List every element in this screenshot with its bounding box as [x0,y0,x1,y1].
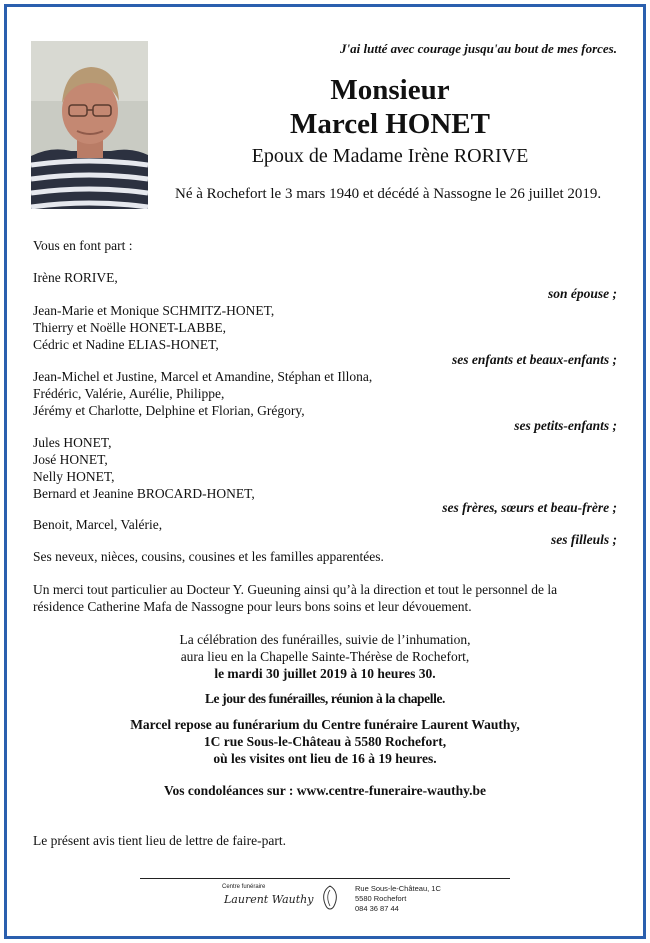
thanks-text: Un merci tout particulier au Docteur Y. Gueuning ainsi qu’à la direction et tout le personnel de la [33,582,558,597]
title-honorific: Monsieur [330,74,450,106]
relationship-role: son épouse ; [547,286,617,301]
birth-death-line: Né à Rochefort le 3 mars 1940 et décédé à Nassogne le 26 juillet 2019. [175,186,602,202]
relationship-role: ses enfants et beaux-enfants ; [452,352,617,367]
condolences-link[interactable]: Vos condoléances sur : www.centre-funeraire-wauthy.be [164,783,486,798]
spouse-line: Epoux de Madame Irène RORIVE [251,145,529,167]
family-name-line: José HONET, [33,452,108,467]
relationship-role: ses filleuls ; [551,532,617,547]
extended-family-line: Ses neveux, nièces, cousins, cousines et les familles apparentées. [33,549,384,564]
funeral-home-text: Marcel repose au funérarium du Centre funéraire Laurent Wauthy, [130,717,520,732]
logo-emblem-icon [318,884,342,912]
portrait-photo [31,41,148,209]
ceremony-text: La célébration des funérailles, suivie de l’inhumation, [179,632,471,647]
footer-divider [140,878,510,879]
funeral-home-logo [222,884,352,916]
phone-number: 084 36 87 44 [355,904,399,913]
family-name-line: Benoit, Marcel, Valérie, [33,517,163,532]
ceremony-date: le mardi 30 juillet 2019 à 10 heures 30. [214,666,436,681]
family-name-line: Thierry et Noëlle HONET-LABBE, [33,320,226,335]
family-name-line: Frédéric, Valérie, Aurélie, Philippe, [33,386,225,401]
family-name-line: Bernard et Jeanine BROCARD-HONET, [33,486,255,501]
ceremony-text: aura lieu en la Chapelle Sainte-Thérèse de Rochefort, [180,649,470,664]
funeral-home-address: 1C rue Sous-le-Château à 5580 Rochefort, [203,734,447,749]
footer-address [355,884,441,914]
address-line: 5580 Rochefort [355,894,407,903]
family-name-line: Jean-Marie et Monique SCHMITZ-HONET, [33,303,275,318]
address-line: Rue Sous-le-Château, 1C [355,884,441,893]
announcement-intro: Vous en font part : [33,238,133,253]
family-name-line: Irène RORIVE, [33,270,118,285]
logo-name: Laurent Wauthy [224,893,314,906]
family-name-line: Jean-Michel et Justine, Marcel et Amandine, Stéphan et Illona, [33,369,373,384]
closing-note: Le présent avis tient lieu de lettre de faire-part. [33,833,287,848]
relationship-role: ses frères, sœurs et beau-frère ; [442,500,617,515]
relationship-role: ses petits-enfants ; [514,418,617,433]
deceased-name: Marcel HONET [289,108,490,140]
family-name-line: Jules HONET, [33,435,112,450]
motto-quote: J'ai lutté avec courage jusqu'au bout de mes forces. [340,41,617,56]
family-name-line: Jérémy et Charlotte, Delphine et Florian, Grégory, [33,403,305,418]
family-name-line: Nelly HONET, [33,469,115,484]
logo-caption: Centre funéraire [222,884,266,890]
thanks-text: résidence Catherine Mafa de Nassogne pour leurs bons soins et leur dévouement. [33,599,472,614]
visiting-hours: où les visites ont lieu de 16 à 19 heures. [213,751,437,766]
family-name-line: Cédric et Nadine ELIAS-HONET, [33,337,219,352]
gathering-note: Le jour des funérailles, réunion à la chapelle. [204,691,446,706]
